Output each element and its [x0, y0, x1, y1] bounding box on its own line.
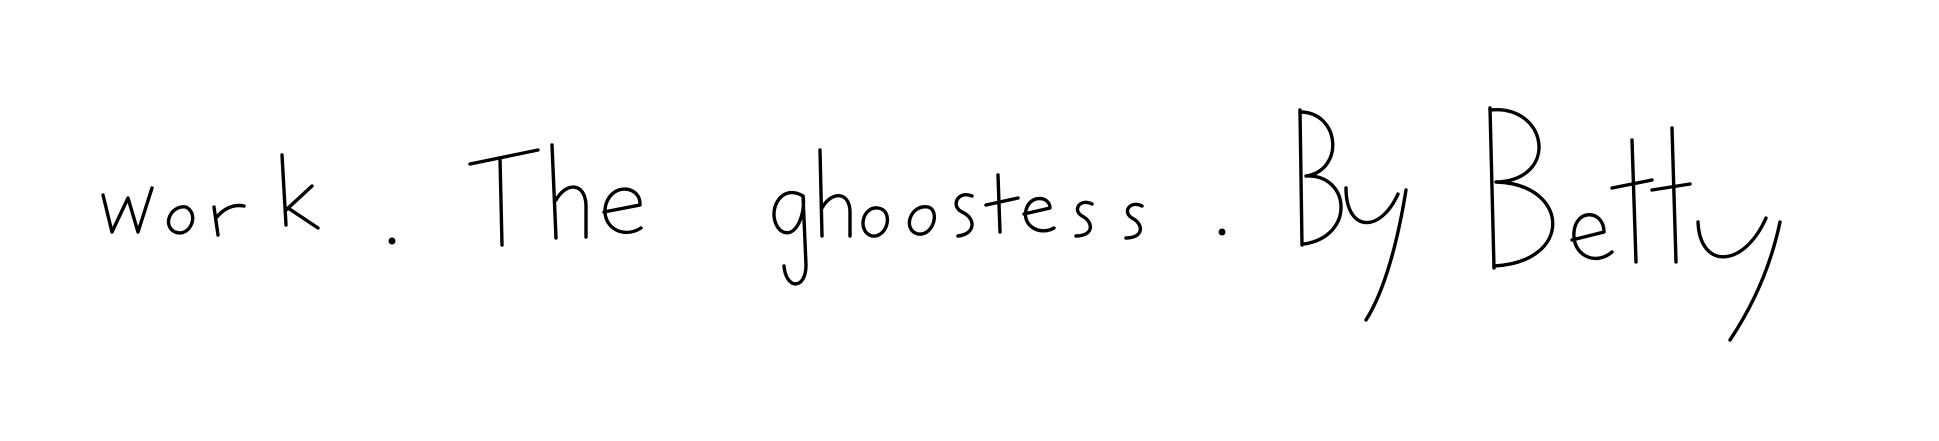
handwritten-word-By — [1300, 110, 1406, 320]
handwritten-period — [389, 238, 396, 245]
handwritten-period — [1219, 229, 1226, 236]
handwritten-word-ghostess — [774, 150, 1142, 284]
handwritten-word-Betty — [1490, 108, 1780, 340]
handwritten-word-work — [103, 155, 318, 235]
handwritten-word-The — [470, 145, 641, 245]
